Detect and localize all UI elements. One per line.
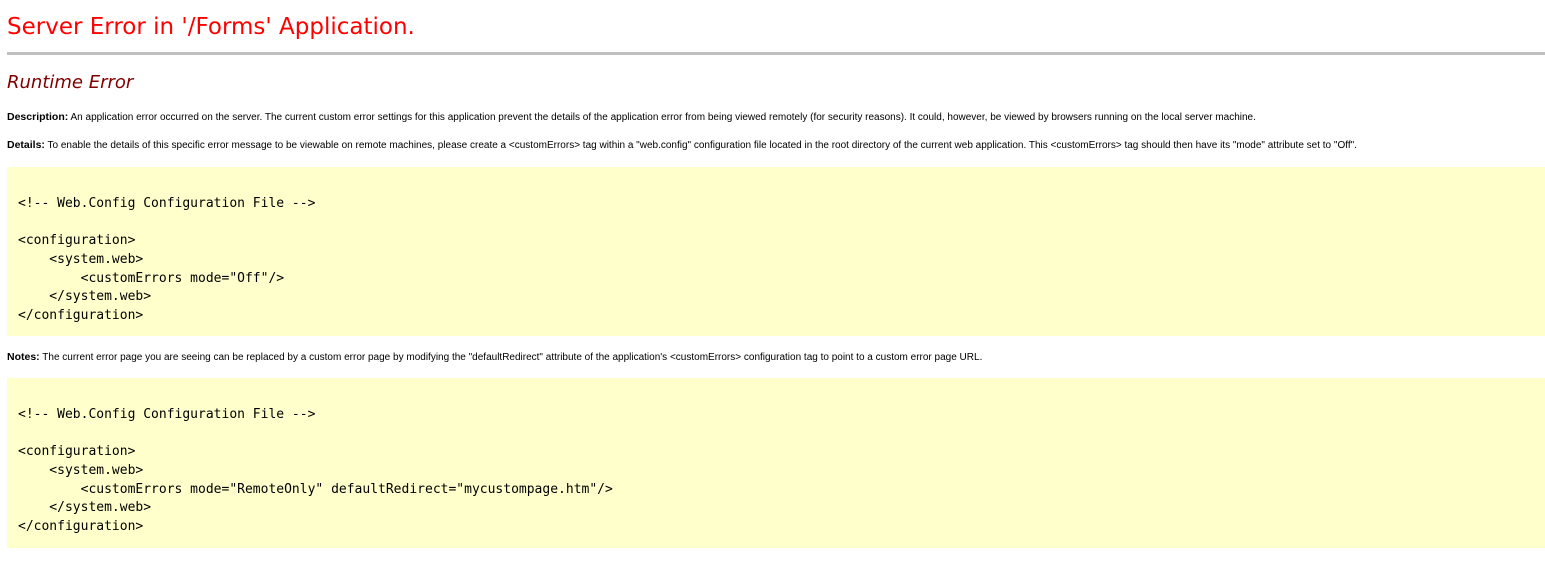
code-lines — [18, 406, 613, 537]
code-line: <configuration> — [18, 444, 136, 460]
error-subtitle: Runtime Error — [7, 72, 134, 93]
code-line: <!-- Web.Config Configuration File --> — [18, 407, 316, 422]
description-label: Description: — [7, 111, 69, 123]
code-line: <customErrors mode="RemoteOnly" defaultRedirect="mycustompage.htm"/> — [18, 481, 613, 497]
code-lines — [18, 195, 315, 326]
notes-label: Notes: — [7, 351, 40, 363]
config-code-block-remoteonly — [7, 378, 1545, 548]
details-text: To enable the details of this specific error message to be viewable on remote machines, please create a <customErrors> tag within a "web.config" configuration file located in the root directory of the current web application. This <customErrors> tag should then have its "mode" attribute set to "Off". — [44, 140, 1357, 151]
config-code-block-off — [7, 167, 1545, 336]
code-line: </system.web> — [18, 500, 152, 516]
description-text: An application error occurred on the server. The current custom error settings for this application prevent the details of the application error from being viewed remotely (for security reasons). It could, however, be viewed by browsers running on the local server machine. — [68, 112, 1256, 123]
code-line: <system.web> — [18, 463, 144, 479]
details-paragraph — [7, 139, 1357, 152]
code-line — [18, 425, 613, 444]
code-line: <customErrors mode="Off"/> — [18, 270, 285, 286]
page-title: Server Error in '/Forms' Application. — [7, 14, 415, 40]
notes-paragraph — [7, 351, 982, 364]
code-line — [18, 214, 315, 233]
code-line: <!-- Web.Config Configuration File --> — [18, 196, 316, 211]
code-line: <configuration> — [18, 233, 136, 249]
description-paragraph — [7, 111, 1256, 124]
notes-text: The current error page you are seeing can be replaced by a custom error page by modifying the "defaultRedirect" attribute of the application's <customErrors> configuration tag to point to a custom error page URL. — [39, 352, 983, 363]
code-line: </configuration> — [18, 519, 144, 535]
title-divider — [7, 52, 1545, 55]
code-line: <system.web> — [18, 252, 144, 268]
code-line: </configuration> — [18, 308, 144, 324]
details-label: Details: — [7, 139, 45, 151]
code-line: </system.web> — [18, 289, 152, 305]
